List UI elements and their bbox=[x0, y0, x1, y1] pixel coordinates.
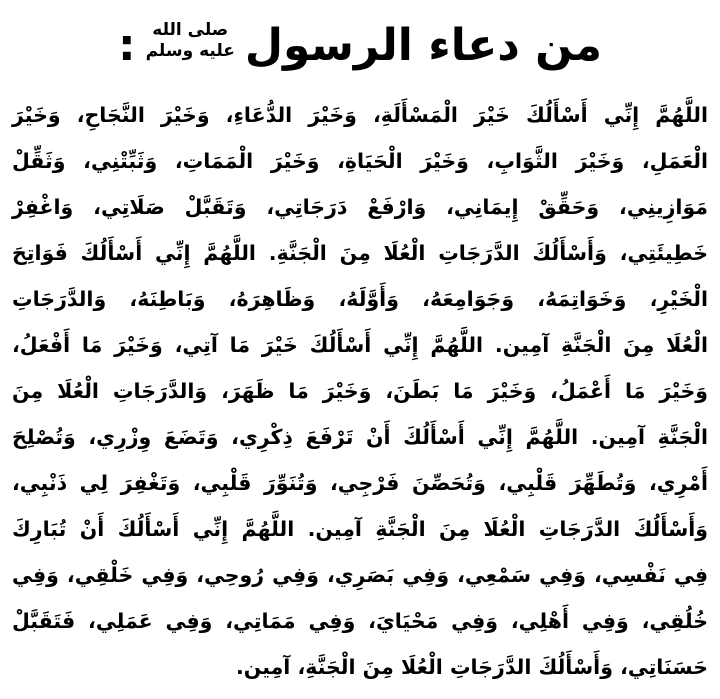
page-title bbox=[0, 6, 720, 86]
text-line-8: الْجَنَّةِ آمِين. اللَّهُمَّ إِنِّي أَسْأَلُكَ أَنْ تَرْفَعَ ذِكْرِي، وَتَضَعَ وِزْرِي، وَتُصْلِحَ bbox=[12, 425, 708, 449]
text-line-11: فِي نَفْسِي، وَفِي سَمْعِي، وَفِي بَصَرِي، وَفِي رُوحِي، وَفِي خَلْقِي، وَفِي bbox=[12, 563, 708, 587]
honorific-top: صلى الله bbox=[152, 20, 229, 40]
text-line-10: وَأَسْأَلُكَ الدَّرَجَاتِ الْعُلَا مِنَ الْجَنَّةِ آمِين. اللَّهُمَّ إِنِّي أَسْأَلُكَ أَنْ تُبَارِكَ bbox=[12, 517, 708, 541]
text-line-13: حَسَنَاتِي، وَأَسْأَلُكَ الدَّرَجَاتِ الْعُلَا مِنَ الْجَنَّةِ، آمِين. bbox=[235, 655, 708, 679]
text-line-2: الْعَمَلِ، وَخَيْرَ الثَّوَابِ، وَخَيْرَ الْحَيَاةِ، وَخَيْرَ الْمَمَاتِ، وَثَبِّتْنِي، وَثَقِّلْ bbox=[12, 149, 708, 173]
title-text: من دعاء الرسول bbox=[244, 20, 603, 71]
text-line-1: اللَّهُمَّ إِنِّي أَسْأَلُكَ خَيْرَ الْمَسْأَلَةِ، وَخَيْرَ الدُّعَاءِ، وَخَيْرَ النَّجَاحِ، وَخَيْرَ bbox=[12, 103, 708, 127]
text-line-7: وَخَيْرَ مَا أَعْمَلُ، وَخَيْرَ مَا بَطَنَ، وَخَيْرَ مَا ظَهَرَ، وَالدَّرَجَاتِ الْعُلَا مِنَ bbox=[12, 379, 708, 403]
text-line-5: الْخَيْرِ، وَخَوَاتِمَهُ، وَجَوَامِعَهُ، وَأَوَّلَهُ، وَظَاهِرَهُ، وَبَاطِنَهُ، وَالدَّرَجَاتِ bbox=[12, 287, 708, 311]
text-line-6: الْعُلَا مِنَ الْجَنَّةِ آمِين. اللَّهُمَّ إِنِّي أَسْأَلُكَ خَيْرَ مَا آتِي، وَخَيْرَ مَا أَفْعَلُ، bbox=[12, 333, 708, 357]
title-colon: : bbox=[117, 20, 136, 71]
text-line-12: خُلُقِي، وَفِي أَهْلِي، وَفِي مَحْيَايَ، وَفِي مَمَاتِي، وَفِي عَمَلِي، فَتَقَبَّلْ bbox=[12, 609, 708, 633]
text-line-9: أَمْرِي، وَتُطَهِّرَ قَلْبِي، وَتُحَصِّنَ فَرْجِي، وَتُنَوِّرَ قَلْبِي، وَتَغْفِرَ لِي ذَنْبِي، bbox=[12, 471, 708, 495]
honorific-sallallahu-alayhi-wasallam bbox=[146, 20, 235, 62]
honorific-bottom: عليه وسلم bbox=[145, 41, 235, 61]
text-line-4: خَطِيئَتِي، وَأَسْأَلُكَ الدَّرَجَاتِ الْعُلَا مِنَ الْجَنَّةِ. اللَّهُمَّ إِنِّي أَسْأَلُكَ فَوَاتِحَ bbox=[12, 241, 708, 265]
supplication-text bbox=[12, 92, 708, 690]
text-line-3: مَوَازِينِي، وَحَقِّقْ إِيمَانِي، وَارْفَعْ دَرَجَاتِي، وَتَقَبَّلْ صَلَاتِي، وَاغْفِرْ bbox=[12, 195, 708, 219]
